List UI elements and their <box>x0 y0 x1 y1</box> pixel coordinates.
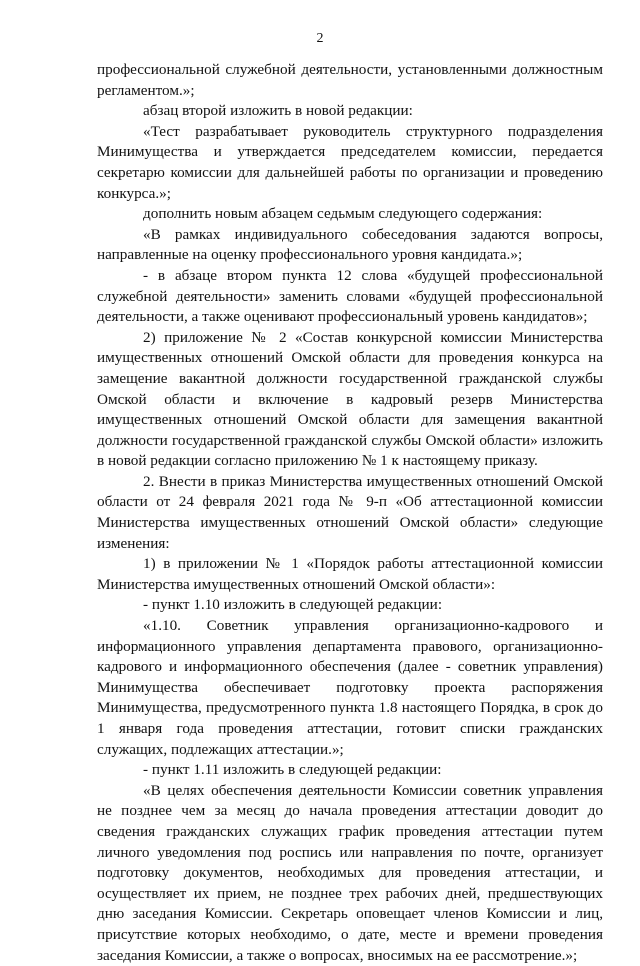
paragraph-instruction: дополнить новым абзацем седьмым следующего содержания: <box>143 205 543 223</box>
paragraph-amendment: 1) в приложении № 1 «Порядок работы аттестационной комиссии Министерства имущественных отношений Омской области»: <box>97 555 603 593</box>
paragraph-quote: «В целях обеспечения деятельности Комиссии советник управления не позднее чем за месяц до начала проведения аттестации доводит до сведения гражданских служащих график проведения аттестации путем личного уведомления под роспись или направления по почте, организует подготовку документов, необходимых для проведения аттестации, и осуществляет их прием, не позднее трех рабочих дней, предшествующих дню заседания Комиссии. Секретарь оповещает членов Комиссии и лиц, присутствие которых необходимо, о дате, месте и времени проведения заседания Комиссии, а также о вопросах, вносимых на ее рассмотрение.»; <box>97 781 603 964</box>
paragraph-quote: «1.10. Советник управления организационно-кадрового и информационного управления департамента правового, организационно-кадрового и информационного обеспечения (далее - советник управления) Минимущества обеспечивает подготовку проекта распоряжения Минимущества, предусмотренного пункта 1.8 настоящего Порядка, в срок до 1 января года проведения аттестации, готовит списки гражданских служащих, подлежащих аттестации.»; <box>97 617 603 758</box>
paragraph-instruction: абзац второй изложить в новой редакции: <box>143 102 413 120</box>
page-number: 2 <box>316 31 324 46</box>
paragraph-amendment: 2) приложение № 2 «Состав конкурсной комиссии Министерства имущественных отношений Омской области для проведения конкурса на замещение вакантной должности государственной гражданской службы Омской области и включение в кадровый резерв Министерства имущественных отношений Омской области для замещения вакантной должности государственной гражданской службы Омской области» изложить в новой редакции согласно приложению № 1 к настоящему приказу. <box>97 328 603 470</box>
paragraph-quote: «В рамках индивидуального собеседования задаются вопросы, направленные на оценку профессионального уровня кандидата.»; <box>97 225 603 264</box>
paragraph-section: 2. Внести в приказ Министерства имущественных отношений Омской области от 24 февраля 2021 года № 9-п «Об аттестационной комиссии Министерства имущественных отношений Омской области» следующие изменения: <box>97 472 603 552</box>
paragraph-continuation: профессиональной служебной деятельности, установленными должностным регламентом.»; <box>97 61 603 99</box>
paragraph-instruction: - пункт 1.11 изложить в следующей редакции: <box>143 761 442 779</box>
paragraph-instruction: - пункт 1.10 изложить в следующей редакции: <box>143 596 443 614</box>
document-body <box>97 60 603 966</box>
paragraph-amendment: - в абзаце втором пункта 12 слова «будущей профессиональной служебной деятельности» заменить словами «будущей профессиональной деятельности, а также оценивают профессиональный уровень кандидатов»; <box>97 266 603 326</box>
paragraph-quote: «Тест разрабатывает руководитель структурного подразделения Минимущества и утверждается председателем комиссии, передается секретарю комиссии для дальнейшей работы по организации и проведению конкурса.»; <box>97 122 603 202</box>
